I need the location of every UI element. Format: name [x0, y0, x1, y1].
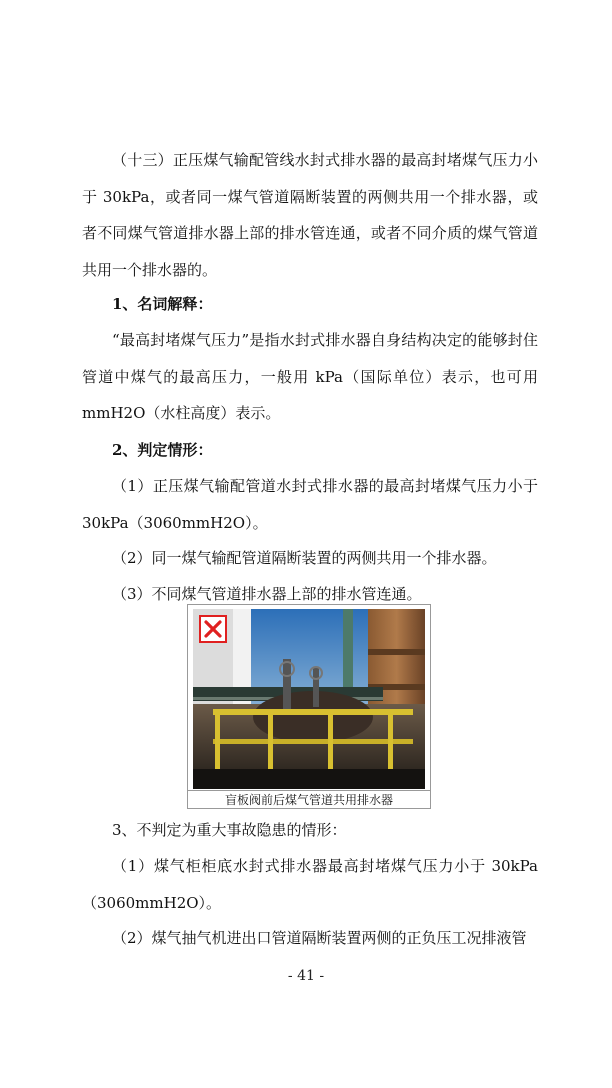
paragraph-exception-1: （1）煤气柜柜底水封式排水器最高封堵煤气压力小于 30kPa（3060mmH2O）。 — [82, 857, 538, 912]
heading-not-major-hazard: 3、不判定为重大事故隐患的情形： — [112, 821, 347, 839]
heading-term-definition: 1、名词解释： — [112, 295, 213, 313]
red-x-icon — [199, 615, 227, 643]
heading-criteria: 2、判定情形： — [112, 441, 213, 459]
paragraph-term-definition: “最高封堵煤气压力”是指水封式排水器自身结构决定的能够封住管道中煤气的最高压力，一般用 kPa（国际单位）表示，也可用 mmH2O（水柱高度）表示。 — [82, 331, 538, 422]
paragraph-criteria-3: （3）不同煤气管道排水器上部的排水管连通。 — [112, 585, 422, 603]
paragraph-criteria-2: （2）同一煤气输配管道隔断装置的两侧共用一个排水器。 — [112, 549, 497, 567]
paragraph-exception-2: （2）煤气抽气机进出口管道隔断装置两侧的正负压工况排液管 — [112, 929, 527, 947]
figure-caption: 盲板阀前后煤气管道共用排水器 — [188, 790, 430, 809]
pipeline-illustration — [193, 609, 425, 789]
pipeline-photo — [193, 609, 425, 789]
paragraph-criteria-1: （1）正压煤气输配管道水封式排水器的最高封堵煤气压力小于 30kPa（3060mmH2O）。 — [82, 477, 538, 532]
paragraph-item-13: （十三）正压煤气输配管线水封式排水器的最高封堵煤气压力小于 30kPa，或者同一煤气管道隔断装置的两侧共用一个排水器，或者不同煤气管道排水器上部的排水管连通，或者不同介质的煤气管道共用一个排水器的。 — [82, 151, 538, 279]
page-number: - 41 - — [287, 968, 325, 984]
figure-photo — [187, 604, 431, 809]
